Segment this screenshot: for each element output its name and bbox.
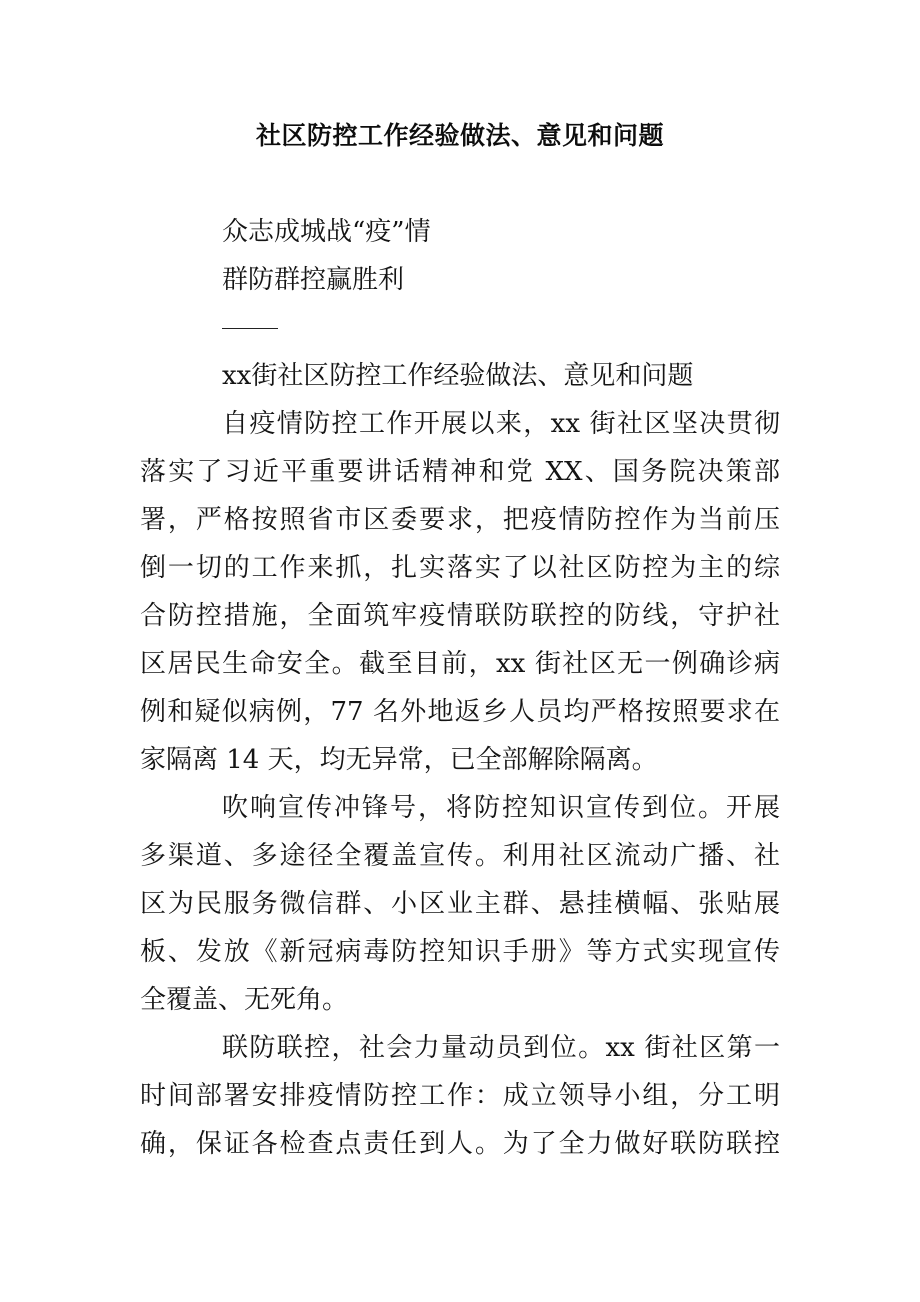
paragraph-1-line: 区居民生命安全。截至目前，xx 街社区无一例确诊病 <box>140 649 780 679</box>
paragraph-2-line: 板、发放《新冠病毒防控知识手册》等方式实现宣传 <box>140 937 780 967</box>
document-title: 社区防控工作经验做法、意见和问题 <box>255 121 664 150</box>
section-heading: xx街社区防控工作经验做法、意见和问题 <box>222 361 694 391</box>
subtitle-line-2: 群防群控赢胜利 <box>222 265 405 295</box>
dash-separator <box>222 328 278 329</box>
paragraph-1-line: 自疫情防控工作开展以来，xx 街社区坚决贯彻 <box>222 409 780 439</box>
paragraph-1-line: 落实了习近平重要讲话精神和党 XX、国务院决策部 <box>140 457 780 487</box>
paragraph-2-line: 多渠道、多途径全覆盖宣传。利用社区流动广播、社 <box>140 841 780 871</box>
paragraph-1-line: 例和疑似病例，77 名外地返乡人员均严格按照要求在 <box>140 697 780 727</box>
paragraph-1-line: 倒一切的工作来抓，扎实落实了以社区防控为主的综 <box>140 553 780 583</box>
paragraph-1-line: 合防控措施，全面筑牢疫情联防联控的防线，守护社 <box>140 601 780 631</box>
paragraph-2-line: 吹响宣传冲锋号，将防控知识宣传到位。开展 <box>222 793 780 823</box>
paragraph-2-line: 区为民服务微信群、小区业主群、悬挂横幅、张贴展 <box>140 889 780 919</box>
paragraph-2-line: 全覆盖、无死角。 <box>140 985 349 1015</box>
paragraph-3-line: 时间部署安排疫情防控工作：成立领导小组，分工明 <box>140 1081 780 1111</box>
paragraph-3-line: 确，保证各检查点责任到人。为了全力做好联防联控 <box>140 1129 780 1159</box>
subtitle-line-1: 众志成城战“疫”情 <box>222 217 431 247</box>
paragraph-3-line: 联防联控，社会力量动员到位。xx 街社区第一 <box>222 1033 780 1063</box>
paragraph-1-line: 署，严格按照省市区委要求，把疫情防控作为当前压 <box>140 505 780 535</box>
paragraph-1-line: 家隔离 14 天，均无异常，已全部解除隔离。 <box>140 745 658 775</box>
